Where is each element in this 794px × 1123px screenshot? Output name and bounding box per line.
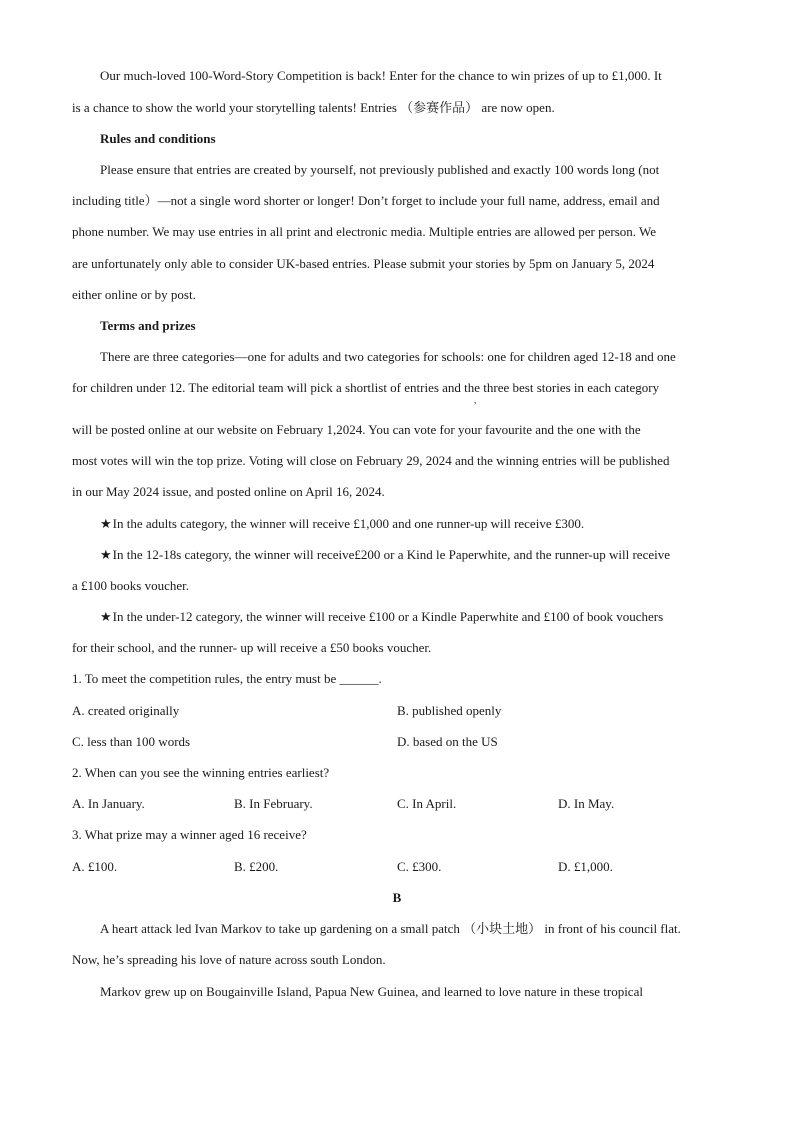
prize-kids-line-2: for their school, and the runner- up will receive a £50 books voucher.	[72, 640, 432, 655]
star-icon: ★	[100, 547, 112, 562]
question-1-option-c: C. less than 100 words	[72, 734, 191, 749]
question-1-option-d: D. based on the US	[397, 734, 498, 749]
rules-line-5: either online or by post.	[72, 287, 196, 302]
prize-kids-text: In the under-12 category, the winner will receive £100 or a Kindle Paperwhite and £100 of book vouchers	[112, 609, 664, 624]
intro-line-2: is a chance to show the world your storytelling talents! Entries （参赛作品） are now open.	[72, 100, 555, 115]
terms-line-4: most votes will win the top prize. Voting will close on February 29, 2024 and the winning entries will be published	[72, 453, 670, 468]
prize-teens-text: In the 12-18s category, the winner will receive£200 or a Kind le Paperwhite, and the runner-up will receive	[112, 547, 670, 562]
prize-teens-line-2: a £100 books voucher.	[72, 578, 189, 593]
question-1-stem: 1. To meet the competition rules, the entry must be ______.	[72, 671, 382, 686]
question-3-option-d: D. £1,000.	[558, 859, 613, 874]
passage-b-line-1: A heart attack led Ivan Markov to take up gardening on a small patch （小块土地） in front of his council flat.	[100, 921, 681, 936]
section-b-heading: B	[392, 890, 402, 905]
intro-line-1: Our much-loved 100-Word-Story Competition is back! Enter for the chance to win prizes of up to £1,000. It	[100, 68, 662, 83]
terms-line-5: in our May 2024 issue, and posted online on April 16, 2024.	[72, 484, 385, 499]
terms-line-3: will be posted online at our website on February 1,2024. You can vote for your favourite and the one with the	[72, 422, 641, 437]
question-3-option-b: B. £200.	[234, 859, 279, 874]
stray-mark: ,	[474, 395, 477, 405]
star-icon: ★	[100, 516, 112, 531]
rules-line-1: Please ensure that entries are created by yourself, not previously published and exactly 100 words long (not	[100, 162, 660, 177]
question-2-option-b: B. In February.	[234, 796, 313, 811]
question-1-option-b: B. published openly	[397, 703, 502, 718]
rules-line-3: phone number. We may use entries in all print and electronic media. Multiple entries are allowed per person. We	[72, 224, 657, 239]
rules-heading: Rules and conditions	[100, 131, 216, 146]
passage-b-line-2: Now, he’s spreading his love of nature across south London.	[72, 952, 386, 967]
question-3-option-c: C. £300.	[397, 859, 442, 874]
question-2-option-c: C. In April.	[397, 796, 457, 811]
prize-adults-text: In the adults category, the winner will receive £1,000 and one runner-up will receive £300.	[112, 516, 585, 531]
terms-heading: Terms and prizes	[100, 318, 196, 333]
prize-adults	[100, 516, 584, 532]
question-2-stem: 2. When can you see the winning entries earliest?	[72, 765, 330, 780]
star-icon: ★	[100, 609, 112, 624]
rules-line-4: are unfortunately only able to consider UK-based entries. Please submit your stories by 5pm on January 5, 2024	[72, 256, 655, 271]
question-3-stem: 3. What prize may a winner aged 16 receive?	[72, 827, 307, 842]
prize-kids-line-1	[100, 609, 663, 625]
rules-line-2: including title）—not a single word shorter or longer! Don’t forget to include your full name, address, email and	[72, 193, 660, 208]
passage-b-line-3: Markov grew up on Bougainville Island, Papua New Guinea, and learned to love nature in these tropical	[100, 984, 643, 999]
question-2-option-d: D. In May.	[558, 796, 615, 811]
question-3-option-a: A. £100.	[72, 859, 118, 874]
prize-teens-line-1	[100, 547, 670, 563]
terms-line-1: There are three categories—one for adults and two categories for schools: one for children aged 12-18 and one	[100, 349, 676, 364]
terms-line-2: for children under 12. The editorial team will pick a shortlist of entries and the three best stories in each category	[72, 380, 660, 395]
question-1-option-a: A. created originally	[72, 703, 180, 718]
question-2-option-a: A. In January.	[72, 796, 145, 811]
